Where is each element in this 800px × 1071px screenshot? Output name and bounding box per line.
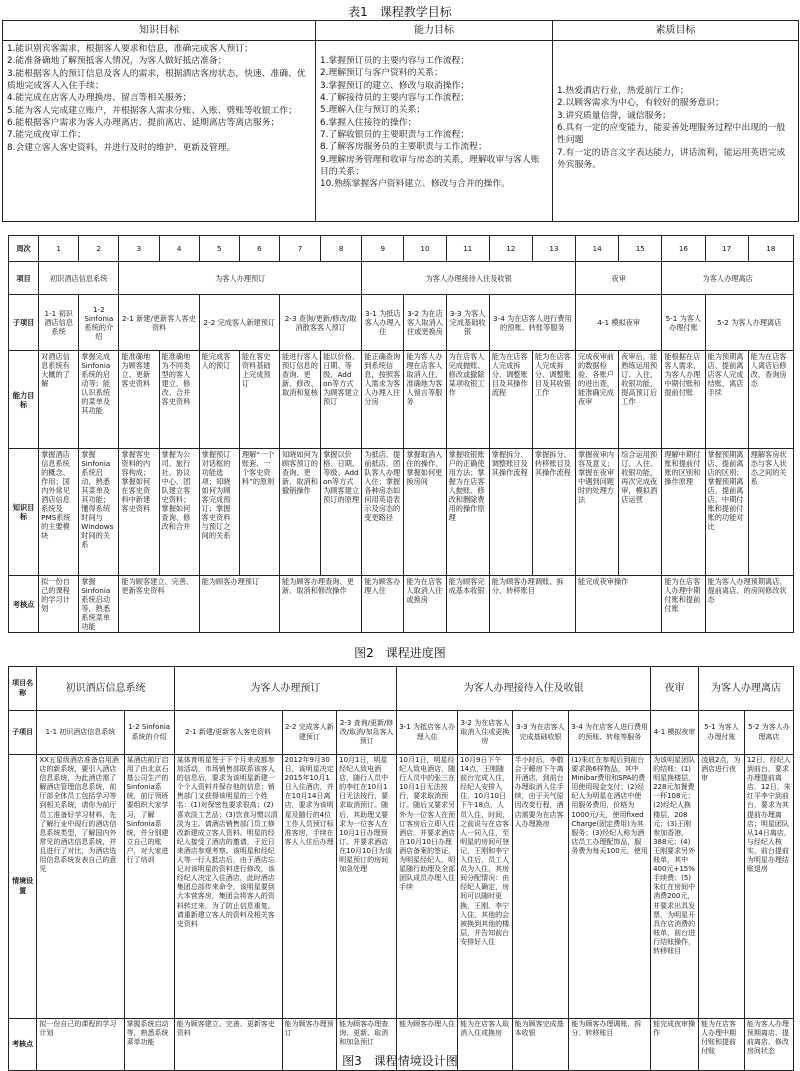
week-cell: 11 (446, 236, 489, 262)
project-cell: 初识酒店信息系统 (39, 262, 119, 295)
weeks-row (9, 236, 794, 262)
knowledge-row (9, 449, 794, 576)
week-cell: 3 (119, 236, 159, 262)
assessment-cell: 能为顾客办理预订 (282, 1019, 337, 1071)
list-item: 4.能完成在店客人办理换房、留言等相关服务； (7, 93, 192, 104)
scenario-cell: 10月1日，明星经纪人致电酒店，随行人员中的李红在10月1日无法按行，要求取消预订。随后，其助理又要求为一位客人在10月1日办理预订。并要求酒店在10月10日为该明星预订的房间加急处理 (337, 755, 397, 1019)
assessment-cell: 能为在店客人取消入住或换房 (404, 576, 446, 633)
row-label: 情境设置 (9, 755, 37, 1019)
header-knowledge: 知识目标 (3, 21, 316, 41)
scenario-cell: XX五星级酒店准备启用酒店的新系统，要引入酒店信息系统，为此酒店需了解酒店管理信息系统，前厅部全体员工包括学习等到相关系统，请你为前厅员工准备好学习材料，先了解行业中现行的酒店信息系统类型，了解国内外常见的酒店信息系统，并且进行了对比，为酒店选用信息系统发表自己的意见 (37, 755, 124, 1019)
table1-caption: 表1 课程教学目标 (348, 5, 452, 19)
subprojects-row (9, 711, 794, 755)
knowledge-cell (3, 41, 316, 222)
assessment-row (9, 576, 794, 633)
week-cell: 2 (79, 236, 119, 262)
ability-cell: 能准确地为顾客建立、更新客史资料 (119, 351, 159, 449)
ability-cell: 能进行客人预订信息的查询、更新、修改、取消和复核 (279, 351, 320, 449)
subproject-cell: 3-1 为抵店客人办理入住 (362, 295, 404, 351)
subproject-cell: 2-3 查询/更新/修改/取消散客客人预订 (279, 295, 361, 351)
row-label: 能力目标 (9, 351, 39, 449)
ability-cell: 对酒店信息系统有大概的了解 (39, 351, 79, 449)
subproject-cell: 3-2 为在店客人取消入住或更换房 (458, 711, 513, 755)
subproject-cell: 3-1 为抵店客人办理入住 (397, 711, 458, 755)
knowledge-cell: 掌握Sinfonia系统启动，熟悉其菜单及其功能；懂得系统时间与Windows时间的关系 (79, 449, 119, 576)
assessment-cell: 能为顾客办理入住 (397, 1019, 458, 1071)
knowledge-cell: 掌握夜审内容及意义；掌握在夜审中遇到问题时的处理方法 (576, 449, 619, 576)
week-cell: 6 (239, 236, 279, 262)
subproject-cell: 3-2 为在店客人取消入住或更换房 (404, 295, 446, 351)
week-cell: 13 (532, 236, 575, 262)
project-cell: 为客人办理接待入住及收银 (362, 262, 576, 295)
week-cell: 8 (321, 236, 362, 262)
knowledge-cell: 掌握拆分、调整账目及其操作流程 (489, 449, 532, 576)
scenario-cell: 半小时后，李敬会于睡房下午离开酒店，到前台办理取消入住手续，由于天气原因改变行程，酒店需要为在店客人办理换房 (512, 755, 569, 1019)
assessment-cell: 能为客人办理预期离店、提前离店、修改房间状态 (744, 1019, 793, 1071)
subproject-cell: 1-2 Sinfonia系统的介绍 (124, 711, 174, 755)
knowledge-cell: 掌握取消入住的操作、掌握如何更换房间 (404, 449, 446, 576)
week-cell: 1 (39, 236, 79, 262)
ability-row (9, 351, 794, 449)
week-cell: 10 (404, 236, 446, 262)
assessment-cell: 能为顾客办理查询、更新、取消和加急预订 (337, 1019, 397, 1071)
assessment-cell: 拟一份自己的课程的学习计划 (37, 1019, 124, 1071)
subproject-cell: 2-1 新建/更新客人客史资料 (174, 711, 282, 755)
subproject-cell: 3-4 为在店客人进行费用的预账、转账等服务 (489, 295, 575, 351)
list-item: 7.有一定的语言文字表达能力，讲话流利，能运用英语完成外宾服务。 (557, 147, 786, 170)
row-label: 周次 (9, 236, 39, 262)
knowledge-cell: 掌握预订对话框的功能选项；知晓如何为顾客完成预订；掌握客史资料与预订之间的关系 (199, 449, 239, 576)
ability-cell (316, 41, 553, 222)
list-item: 8.会建立客人客史资料，并进行及时的维护、更新及管理。 (7, 142, 236, 153)
subproject-cell: 2-2 完成客人新建预订 (199, 295, 279, 351)
assessment-cell: 能为客人办理预期离店、提前离店、的房间修改状态 (705, 576, 793, 633)
assessment-cell: 掌握系统启动等，熟悉系统菜单功能 (124, 1019, 174, 1071)
assessment-cell: 能为顾客办理预订 (199, 576, 279, 633)
knowledge-cell: 掌握客史资料的内容构成；掌握如何在客史资料中新建客史资料 (119, 449, 159, 576)
ability-cell: 能为预期离店、提前离店客人完成结账、离店手续 (705, 351, 748, 449)
list-item: 7.了解收银员的主要职责与工作流程； (320, 129, 470, 140)
knowledge-cell: 掌握预期离店、提前离店的区别；掌握预期离店、提前离店、中期付账和提前付账的功能对比 (705, 449, 748, 576)
list-item: 8.了解客房服务员的主要职责与工作流程； (320, 142, 487, 153)
subproject-cell: 4-1 模拟夜审 (576, 295, 662, 351)
knowledge-cell: 掌握以价格、日期、等级、Add on等方式为顾客建立预订的原理 (321, 449, 362, 576)
ability-cell: 为在店客人完成抛账、修改或撤除某项收银工作 (446, 351, 489, 449)
week-cell: 17 (705, 236, 748, 262)
subproject-cell: 3-3 为在店客人完成基础收银 (512, 711, 569, 755)
week-cell: 12 (489, 236, 532, 262)
ability-cell: 能根据在店客人需求，为客人办理中期付账和提前付账 (662, 351, 705, 449)
row-label: 子项目 (9, 295, 39, 351)
ability-cell: 能为客人办理在店客人取消入住、准确地为客人留言等服务 (404, 351, 446, 449)
assessment-cell: 能完成夜审操作 (576, 576, 662, 633)
ability-cell: 掌握完成Sinfonia系统的启动等；能认识系统的菜单及其功能 (79, 351, 119, 449)
scenario-row (9, 755, 794, 1019)
course-objectives-table (2, 20, 799, 222)
scenario-cell: 凌晨2点，为酒店进行夜审 (699, 755, 745, 1019)
week-cell: 5 (199, 236, 239, 262)
list-item: 7.能完成夜审工作； (7, 130, 86, 141)
subproject-cell: 1-1 初识酒店信息系统 (39, 295, 79, 351)
assessment-cell: 能为顾客办理调账、拆分、转移账目 (489, 576, 575, 633)
list-item: 9.理解房务管理和收审与房态的关系，理解收审与客人账目的关系； (320, 154, 540, 177)
list-item: 6.掌握入住接待的操作； (320, 117, 417, 128)
ability-cell: 能完成客人的预订 (199, 351, 239, 449)
subprojects-row (9, 295, 794, 351)
project-cell: 为客人办理预订 (174, 667, 396, 711)
knowledge-cell: 理解“一个账套、一个客史资料”的原则 (239, 449, 279, 576)
knowledge-cell: 知晓如何为顾客预订的查询、更新、取消和撤销操作 (279, 449, 320, 576)
project-cell: 夜审 (651, 667, 699, 711)
subproject-cell: 2-3 查询/更新/修改/取消/加急客人预订 (337, 711, 397, 755)
ability-cell: 能为在店客人完成拆分、调整账目及其操作流程 (489, 351, 532, 449)
ability-cell: 夜审后，能熟练运用预订、入住、收银功能，提高预订后工作 (619, 351, 662, 449)
list-item: 6.具有一定的应变能力，能妥善处理服务过程中出现的一般性问题 (557, 122, 786, 146)
week-cell: 14 (576, 236, 619, 262)
assessment-cell: 能为在店客人办理中期付账和提前付账 (662, 576, 705, 633)
list-item: 4.了解接待员的主要内容与工作流程； (320, 92, 470, 103)
list-item: 1.热爱酒店行业，热爱前厅工作； (557, 86, 689, 96)
project-cell: 为客人办理离店 (662, 262, 794, 295)
ability-cell: 能准确地为不同类型的客人建立、修改、合并客史资料 (159, 351, 199, 449)
scenario-cell: 10月1日，明星经纪人致电酒店，随行人员中的张三在10月1日无法按行，要求取消预订。随后又要求另外为一位客人在预订客房后立即入住酒店。并要求酒店在10月10日办理酒店备案的签证，为明星经纪人、明星随行助理及全部团队成员办理入住手续 (397, 755, 458, 1019)
header-ability: 能力目标 (316, 21, 553, 41)
subproject-cell: 5-2 为客人办理离店 (744, 711, 793, 755)
assessment-cell: 掌握Sinfonia系统启动等，熟悉系统菜单功能 (79, 576, 119, 633)
ability-cell: 能在客史资料基础上完成预订 (239, 351, 279, 449)
project-cell: 为客人办理离店 (699, 667, 794, 711)
projects-row (9, 262, 794, 295)
row-label: 项目 (9, 262, 39, 295)
project-cell: 为客人办理接待入住及收银 (397, 667, 651, 711)
scenario-cell: 10月9日下午14点，王刚随前台完成入住，经纪人安排入住，10月10日下午18点，人员入住，时间，之前说与在店客人一同入住，至明星的房间可登记，王刚和李宁入住后，员工人员为入住，其房间分配情况：由经纪人确定，房间可以随时更换，王刚、李宁入住，其他的会被换到其他的楼层，并告知前台安排好入住 (458, 755, 513, 1019)
subproject-cell: 1-1 初识酒店信息系统 (37, 711, 124, 755)
list-item: 6.能根据客户需求为客人办理离店、提前离店、延期离店等离店服务； (7, 117, 280, 128)
list-item: 3.掌握预订的建立、修改与取消操作； (320, 80, 470, 91)
table2-caption: 图2 课程进度图 (354, 646, 446, 660)
projects-row (9, 667, 794, 711)
knowledge-cell: 综合运用预订、入住、收银功能，再次完成夜审，模拟酒店运营 (619, 449, 662, 576)
assessment-cell: 能为顾客办理入住 (362, 576, 404, 633)
subproject-cell: 5-1 为客人办理付账 (662, 295, 705, 351)
week-cell: 18 (748, 236, 793, 262)
knowledge-cell: 掌握酒店信息系统的概念、作用；国内外常见酒店信息系统及PMS系统的主要模块 (39, 449, 79, 576)
list-item: 1.掌握预订员的主要内容与工作流程； (320, 56, 470, 66)
assessment-cell: 能为顾客完成基本收银 (446, 576, 489, 633)
scenario-cell: 2012年9月30日，该明星决定2015年10月1日入住酒店，并在10月14日离店，要求为该明星及随行的4位工作人员预订标准客房，手续在客人入住后办理 (282, 755, 337, 1019)
assessment-cell: 能为顾客建立、完善、更新客史资料 (119, 576, 199, 633)
scenario-cell: (1)朱红在参观后到前台要求换6样物品，其中Minibar费用和SPA的费用使用现金支付；(2)经纪人为明星在酒店中使用服务费用，价格为1000元/天，使用fixed Charge(固定费用)为其服务；(3)经纪人称为酒店员工办理配饰品，服务费为每天100元，使用 (569, 755, 651, 1019)
assessment-cell: 能为顾客办理调账、拆分、转移账目 (569, 1019, 651, 1071)
assessment-cell: 能为在店客人办理中期付账和提前付账 (699, 1019, 745, 1071)
table3-caption: 图3 课程情境设计图 (342, 1054, 458, 1068)
knowledge-cell: 为抵店、提前抵店、团队客人办理入住；掌握各种房态如何用英语表示及房态的变更路径 (362, 449, 404, 576)
project-cell: 夜审 (576, 262, 662, 295)
project-cell: 为客人办理预订 (119, 262, 362, 295)
row-label: 子项目 (9, 711, 37, 755)
scenario-cell: 某酒店前厅启用了由北京石基公司生产的Sinfonia系统，前厅领班要组织大家学习，了解Sinfonia系统，并分别建立自己的账户，对大家进行了培训 (124, 755, 174, 1019)
week-cell: 7 (279, 236, 320, 262)
row-label: 知识目标 (9, 449, 39, 576)
list-item: 5.理解入住与预订的关系； (320, 105, 426, 116)
knowledge-cell: 理解客房状态与客人状态之间的关系 (748, 449, 793, 576)
knowledge-cell: 掌握拆分、转移账目及其操作流程 (532, 449, 575, 576)
quality-cell (553, 41, 799, 222)
subproject-cell: 3-3 为客人完成基础收银 (446, 295, 489, 351)
knowledge-cell: 掌握为公司、旅行社、协议中心、团队建立客史资料；掌握如何查询、修改和合并 (159, 449, 199, 576)
row-label: 考核点 (9, 1019, 37, 1071)
scenario-cell: 为该明星团队的结账：(1)明星换楼层，228元加餐费一杯108元；(2)经纪人换楼层，208元；(3)王刚参加香港，388元；(4)王刚要求另外账单，其中400元+15%手续费；(5)朱红在房间中消费200元，并要求出具发票，为明星开具在店消费的账单，前台进行结账操作，转移账目 (651, 755, 699, 1019)
assessment-cell: 能完成夜审操作 (651, 1019, 699, 1071)
ability-cell: 能为在店客人完成拆分、调整账目及其收银工作 (532, 351, 575, 449)
list-item: 3.能根据客人的预订信息及客人的需求，根据酒店客房状态，快速、准确、优质地完成客人入住手续； (7, 68, 306, 91)
week-cell: 4 (159, 236, 199, 262)
subproject-cell: 3-4 为在店客人进行费用的预账、转账等服务 (569, 711, 651, 755)
row-label: 项目名称 (9, 667, 37, 711)
course-scenario-table (8, 666, 794, 1071)
week-cell: 16 (662, 236, 705, 262)
header-quality: 素质目标 (553, 21, 799, 41)
subproject-cell: 2-1 新建/更新客人客史资料 (119, 295, 199, 351)
subproject-cell: 5-2 为客人办理离店 (705, 295, 793, 351)
project-cell: 初识酒店信息系统 (37, 667, 174, 711)
list-item: 2.以顾客需求为中心，有较好的服务意识； (557, 98, 724, 109)
assessment-cell: 能为顾客建立、完善、更新客史资料 (174, 1019, 282, 1071)
subproject-cell: 2-2 完成客人新建预订 (282, 711, 337, 755)
course-progress-table (8, 235, 794, 633)
list-item: 3.讲究质量信誉，诚信服务； (557, 110, 671, 121)
week-cell: 9 (362, 236, 404, 262)
assessment-cell: 能为顾客办理查询、更新、取消和修改操作 (279, 576, 361, 633)
subproject-cell: 1-2 Sinfonia系统的介绍 (79, 295, 119, 351)
list-item: 2.能准备确地了解预抵客人情况，为客人做好抵店准备； (7, 56, 227, 67)
list-item: 10.熟练掌握客户资料建立、修改与合并的操作。 (320, 179, 510, 190)
week-cell: 15 (619, 236, 662, 262)
subproject-cell: 4-1 模拟夜审 (651, 711, 699, 755)
ability-cell: 能正确查询到系统信息，按照客人需求为客人办理入住分房 (362, 351, 404, 449)
knowledge-cell: 掌握收银账户的正确使用方法；掌握为在店客人抛账、修改和删除费用的操作原理 (446, 449, 489, 576)
ability-cell: 能以价格、日期、等级、Add on等方式为顾客建立预订 (321, 351, 362, 449)
subproject-cell: 5-1 为客人办理付账 (699, 711, 745, 755)
scenario-cell: 某体育明星签于下个月来成都参加活动，市场销售部联系该客人的信息后，要求为该明星新建一个个人资料并保存他的信息；销售部门又获得该明星的三个姓名：(1)对保密性要求很高；(2)喜欢淡工艺品；(3)饮食习惯以清淡为主。请酒店销售部门员工修改新建成立客人资料。明星的经纪人接受了酒店的邀请，于近日来酒店参观考察。该明星和经纪人等一行人抵店后，由于酒店忘记对该明星的资料进行修改，该经纪人决定入住酒店，此时酒店集团总部传来命令，该明星要到大本营客房，集团会将客人的资料转过来，为了防止信息重复，请重新建立客人的资料及相关客史资料 (174, 755, 282, 1019)
assessment-cell: 能为顾客完成基本收银 (512, 1019, 569, 1071)
list-item: 1.能识别宾客需求，根据客人要求和信息，准确完成客人预订； (7, 44, 253, 54)
scenario-cell: 12日，经纪人到前台，要求办理提前离店，12日，朱红平李宁到前台，要求为其提前办理离店；明星团队从14日离店，与经纪人核实，前台提前为明星办理结账退房 (744, 755, 793, 1019)
assessment-cell: 能为在店客人取消入住或换房 (458, 1019, 513, 1071)
ability-cell: 能为在店客人离店后修改、查询房态 (748, 351, 793, 449)
knowledge-cell: 理解中期付账和提前付账的区别和操作原理 (662, 449, 705, 576)
row-label: 考核点 (9, 576, 39, 633)
list-item: 2.理解预订与客户资料的关系； (320, 68, 443, 79)
ability-cell: 完成夜审前的数据检验、各账户的进出查，能准确完成夜审 (576, 351, 619, 449)
list-item: 5.能为客人完成建立账户，并根据客人需求分账、入账、劈账等收银工作； (7, 105, 297, 116)
assessment-cell: 拟一份自己的课程的学习计划 (39, 576, 79, 633)
